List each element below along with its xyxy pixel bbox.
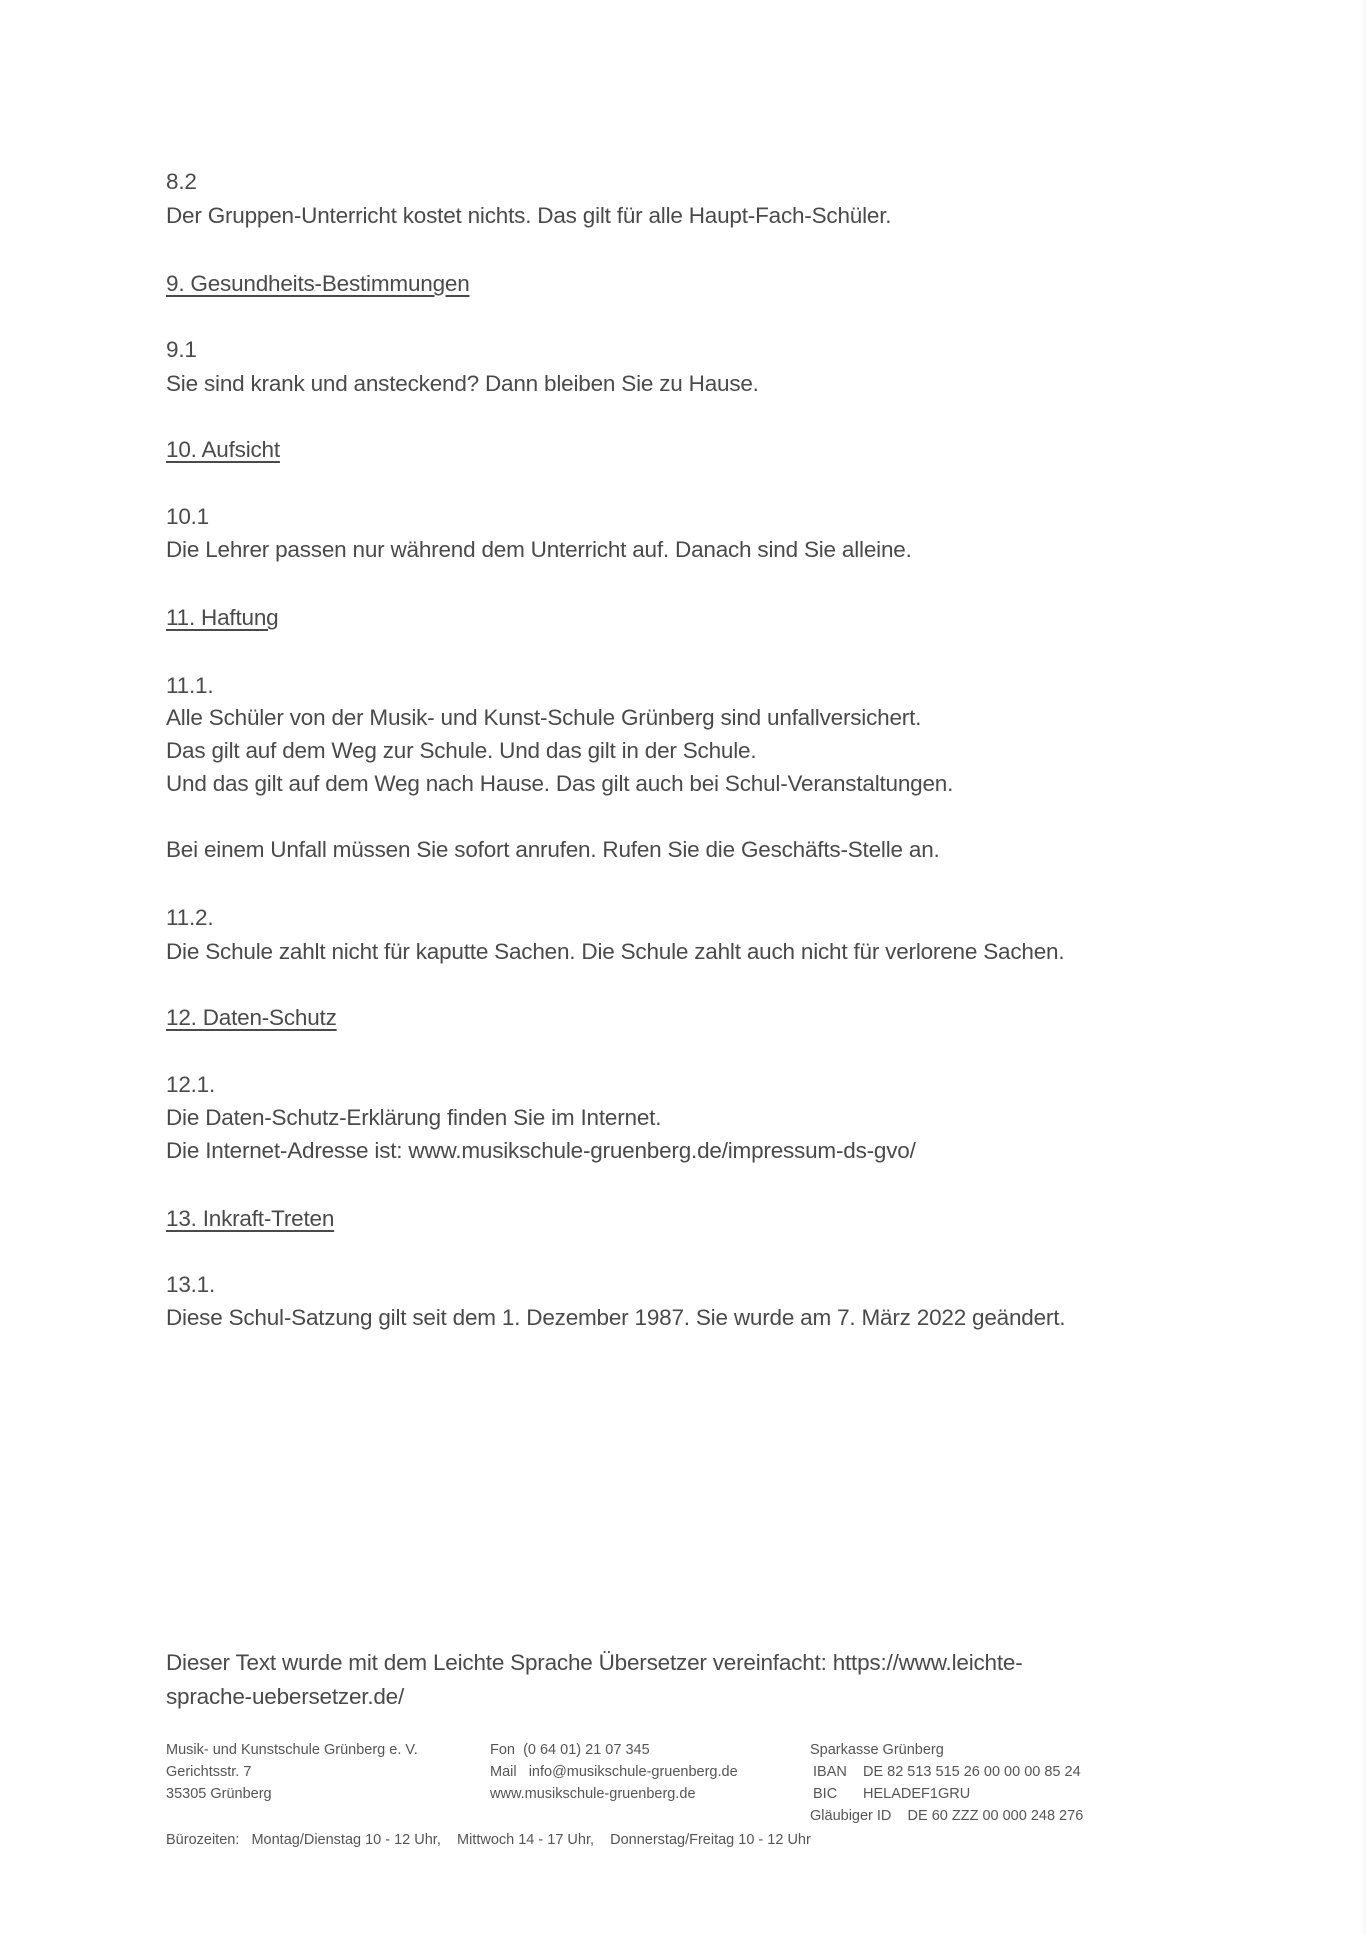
paragraph-9-1: Sie sind krank und ansteckend? Dann bleiben Sie zu Hause. — [166, 371, 759, 396]
footer-bic-value: HELADEF1GRU — [863, 1786, 971, 1802]
footer-bic-label: BIC — [813, 1786, 838, 1802]
footer-creditor-id — [810, 1807, 1083, 1825]
footer-phone-label: Fon — [490, 1742, 515, 1758]
item-number-9-1: 9.1 — [166, 337, 197, 362]
office-hours-slot-1: Montag/Dienstag 10 - 12 Uhr, — [251, 1832, 441, 1848]
paragraph-12-1-line-2: Die Internet-Adresse ist: www.musikschule-gruenberg.de/impressum-ds-gvo/ — [166, 1138, 916, 1163]
section-heading-9: 9. Gesundheits-Bestimmungen — [166, 271, 470, 296]
office-hours-label: Bürozeiten: — [166, 1832, 240, 1848]
paragraph-11-1-line-2: Das gilt auf dem Weg zur Schule. Und das gilt in der Schule. — [166, 738, 757, 763]
item-number-8-2: 8.2 — [166, 169, 197, 194]
office-hours-slot-3: Donnerstag/Freitag 10 - 12 Uhr — [610, 1832, 811, 1848]
footer-city: 35305 Grünberg — [166, 1786, 272, 1802]
footer-street: Gerichtsstr. 7 — [166, 1764, 252, 1780]
footer-website: www.musikschule-gruenberg.de — [490, 1786, 696, 1802]
translation-note-line-2: sprache-uebersetzer.de/ — [166, 1684, 405, 1709]
section-heading-12: 12. Daten-Schutz — [166, 1005, 337, 1030]
office-hours-slot-2: Mittwoch 14 - 17 Uhr, — [457, 1832, 594, 1848]
item-number-13-1: 13.1. — [166, 1272, 216, 1297]
footer-bic — [813, 1785, 970, 1803]
footer-phone-value: (0 64 01) 21 07 345 — [523, 1742, 650, 1758]
paragraph-10-1: Die Lehrer passen nur während dem Unterricht auf. Danach sind Sie alleine. — [166, 537, 912, 562]
paragraph-11-1-line-3: Und das gilt auf dem Weg nach Hause. Das gilt auch bei Schul-Veranstaltungen. — [166, 771, 954, 796]
item-number-12-1: 12.1. — [166, 1072, 216, 1097]
paragraph-11-1-line-4: Bei einem Unfall müssen Sie sofort anrufen. Rufen Sie die Geschäfts-Stelle an. — [166, 837, 940, 862]
footer-org-name: Musik- und Kunstschule Grünberg e. V. — [166, 1742, 418, 1758]
section-heading-13: 13. Inkraft-Treten — [166, 1206, 335, 1231]
footer-iban-label: IBAN — [813, 1764, 847, 1780]
footer-mail — [490, 1763, 738, 1781]
footer-bank-name: Sparkasse Grünberg — [810, 1742, 944, 1758]
item-number-11-1: 11.1. — [166, 673, 214, 698]
section-heading-11: 11. Haftung — [166, 605, 279, 630]
paragraph-13-1: Diese Schul-Satzung gilt seit dem 1. Dezember 1987. Sie wurde am 7. März 2022 geändert. — [166, 1305, 1066, 1330]
footer-iban — [813, 1763, 1081, 1781]
footer-office-hours — [166, 1831, 811, 1849]
footer-creditor-value: DE 60 ZZZ 00 000 248 276 — [907, 1808, 1084, 1824]
paragraph-11-2: Die Schule zahlt nicht für kaputte Sachen. Die Schule zahlt auch nicht für verlorene Sachen. — [166, 939, 1065, 964]
section-heading-10: 10. Aufsicht — [166, 437, 280, 462]
footer-mail-value: info@musikschule-gruenberg.de — [528, 1764, 738, 1780]
translation-note-line-1: Dieser Text wurde mit dem Leichte Sprache Übersetzer vereinfacht: https://www.leichte- — [166, 1650, 1023, 1675]
item-number-10-1: 10.1 — [166, 504, 209, 529]
footer-mail-label: Mail — [490, 1764, 517, 1780]
paragraph-8-2: Der Gruppen-Unterricht kostet nichts. Das gilt für alle Haupt-Fach-Schüler. — [166, 203, 892, 228]
item-number-11-2: 11.2. — [166, 905, 214, 930]
footer-iban-value: DE 82 513 515 26 00 00 00 85 24 — [862, 1764, 1081, 1780]
footer-phone — [490, 1741, 650, 1759]
paragraph-12-1-line-1: Die Daten-Schutz-Erklärung finden Sie im Internet. — [166, 1105, 662, 1130]
scan-edge-shadow — [1360, 0, 1366, 1935]
footer-creditor-label: Gläubiger ID — [810, 1808, 892, 1824]
paragraph-11-1-line-1: Alle Schüler von der Musik- und Kunst-Schule Grünberg sind unfallversichert. — [166, 705, 922, 730]
